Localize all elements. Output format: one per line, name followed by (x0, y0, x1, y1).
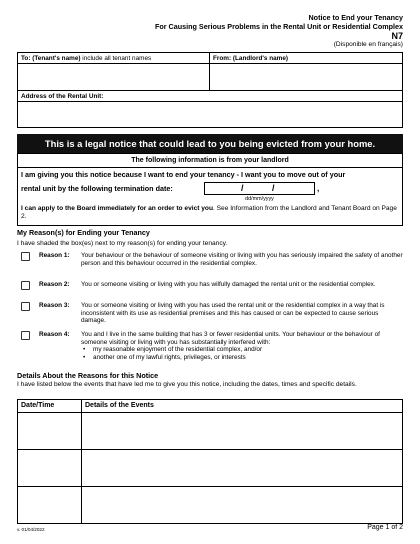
reason-3-text: You or someone visiting or living with you has used the rental unit or the residential complex in a way that is inconsistent with its use as residential premises and this has caused or can be expected to cause serious damage. (81, 302, 385, 325)
table-row (18, 450, 403, 487)
date-separator: / (272, 183, 275, 193)
reason-3-label-text: Reason 3 (39, 302, 68, 309)
details-heading: Details About the Reasons for this Notice (17, 371, 159, 380)
termination-line-2: rental unit by the following termination date: (21, 184, 173, 193)
reasons-intro: I have shaded the box(es) next to my reason(s) for ending your tenancy. (17, 240, 228, 247)
reason-4-text (81, 331, 403, 361)
reason-2-label: Reason 2: (39, 281, 70, 288)
reason-2-checkbox[interactable] (21, 281, 30, 290)
list-item: • my reasonable enjoyment of the residential complex, and/or (81, 346, 403, 354)
apply-statement (21, 205, 401, 221)
divider (210, 63, 402, 64)
reason-1-label-text: Reason 1 (39, 252, 68, 259)
termination-date-input[interactable] (204, 182, 315, 195)
reason-4-bullets (81, 346, 403, 361)
reason-1-checkbox[interactable] (21, 252, 30, 261)
tenant-name-field[interactable] (17, 52, 210, 91)
rental-address-field[interactable] (17, 90, 403, 128)
page-number: Page 1 of 2 (367, 524, 403, 531)
french-note: (Disponible en français) (333, 41, 403, 49)
event-details-cell[interactable] (82, 413, 403, 450)
version-label: v. 01/04/2022 (17, 527, 45, 532)
table-row (18, 413, 403, 450)
reasons-heading: My Reason(s) for Ending your Tenancy (17, 228, 150, 237)
reason-4-label: Reason 4: (39, 331, 70, 338)
landlord-info-box (17, 153, 403, 226)
form-subtitle: For Causing Serious Problems in the Rental Unit or Residential Complex (154, 21, 403, 31)
landlord-name-field[interactable] (209, 52, 403, 91)
reason-1-label: Reason 1: (39, 252, 70, 259)
list-item: • another one of my lawful rights, privileges, or interests (81, 354, 403, 362)
event-details-cell[interactable] (82, 487, 403, 524)
reason-3-checkbox[interactable] (21, 302, 30, 311)
landlord-info-heading: The following information is from your landlord (18, 154, 402, 168)
divider (18, 63, 209, 64)
reason-2-text: You or someone visiting or living with you has wilfully damaged the rental unit or the residential complex. (81, 281, 376, 288)
event-details-cell[interactable] (82, 450, 403, 487)
rental-address-label: Address of the Rental Unit: (21, 93, 104, 100)
events-table (17, 399, 403, 524)
apply-statement-bold: I can apply to the Board immediately for an order to evict you (21, 205, 213, 212)
reason-4-label-text: Reason 4 (39, 331, 68, 338)
date-separator: / (241, 183, 244, 193)
tenant-name-note: include all tenant names (80, 55, 152, 62)
table-row (18, 487, 403, 524)
table-header-row (18, 400, 403, 413)
col-event-details: Details of the Events (82, 400, 403, 413)
divider (18, 101, 402, 102)
termination-line-1: I am giving you this notice because I want to end your tenancy - I want you to move out of your (21, 170, 346, 179)
reason-4-checkbox[interactable] (21, 331, 30, 340)
col-date-time: Date/Time (18, 400, 82, 413)
form-title: Notice to End your Tenancy (308, 13, 403, 22)
date-time-cell[interactable] (18, 450, 82, 487)
tenant-name-label: To: (Tenant's name) (21, 55, 81, 62)
form-number: N7 (391, 31, 403, 42)
date-time-cell[interactable] (18, 413, 82, 450)
date-time-cell[interactable] (18, 487, 82, 524)
reason-1-text: Your behaviour or the behaviour of someone visiting or living with you has seriously impaired the safety of another person and this behaviour occurred in the residential complex. (81, 252, 403, 267)
landlord-name-label: From: (Landlord's name) (213, 55, 289, 62)
reason-3-label: Reason 3: (39, 302, 70, 309)
apply-statement-rest: . See Information from the Landlord and Tenant Board on Page 2. (21, 205, 397, 220)
legal-notice-banner: This is a legal notice that could lead to you being evicted from your home. (17, 134, 403, 154)
date-comma: , (317, 184, 320, 193)
reason-2-label-text: Reason 2 (39, 281, 68, 288)
reason-4-body: You and I live in the same building that has 3 or fewer residential units. Your behaviour or the behaviour of someone visiting or living with you has substantially interfered with: (81, 331, 380, 346)
details-intro: I have listed below the events that have led me to give you this notice, including the dates, times and specific details. (17, 381, 357, 388)
date-format-hint: dd/mm/yyyy (245, 196, 274, 202)
form-header (155, 14, 403, 50)
events-table-wrap (17, 399, 403, 524)
